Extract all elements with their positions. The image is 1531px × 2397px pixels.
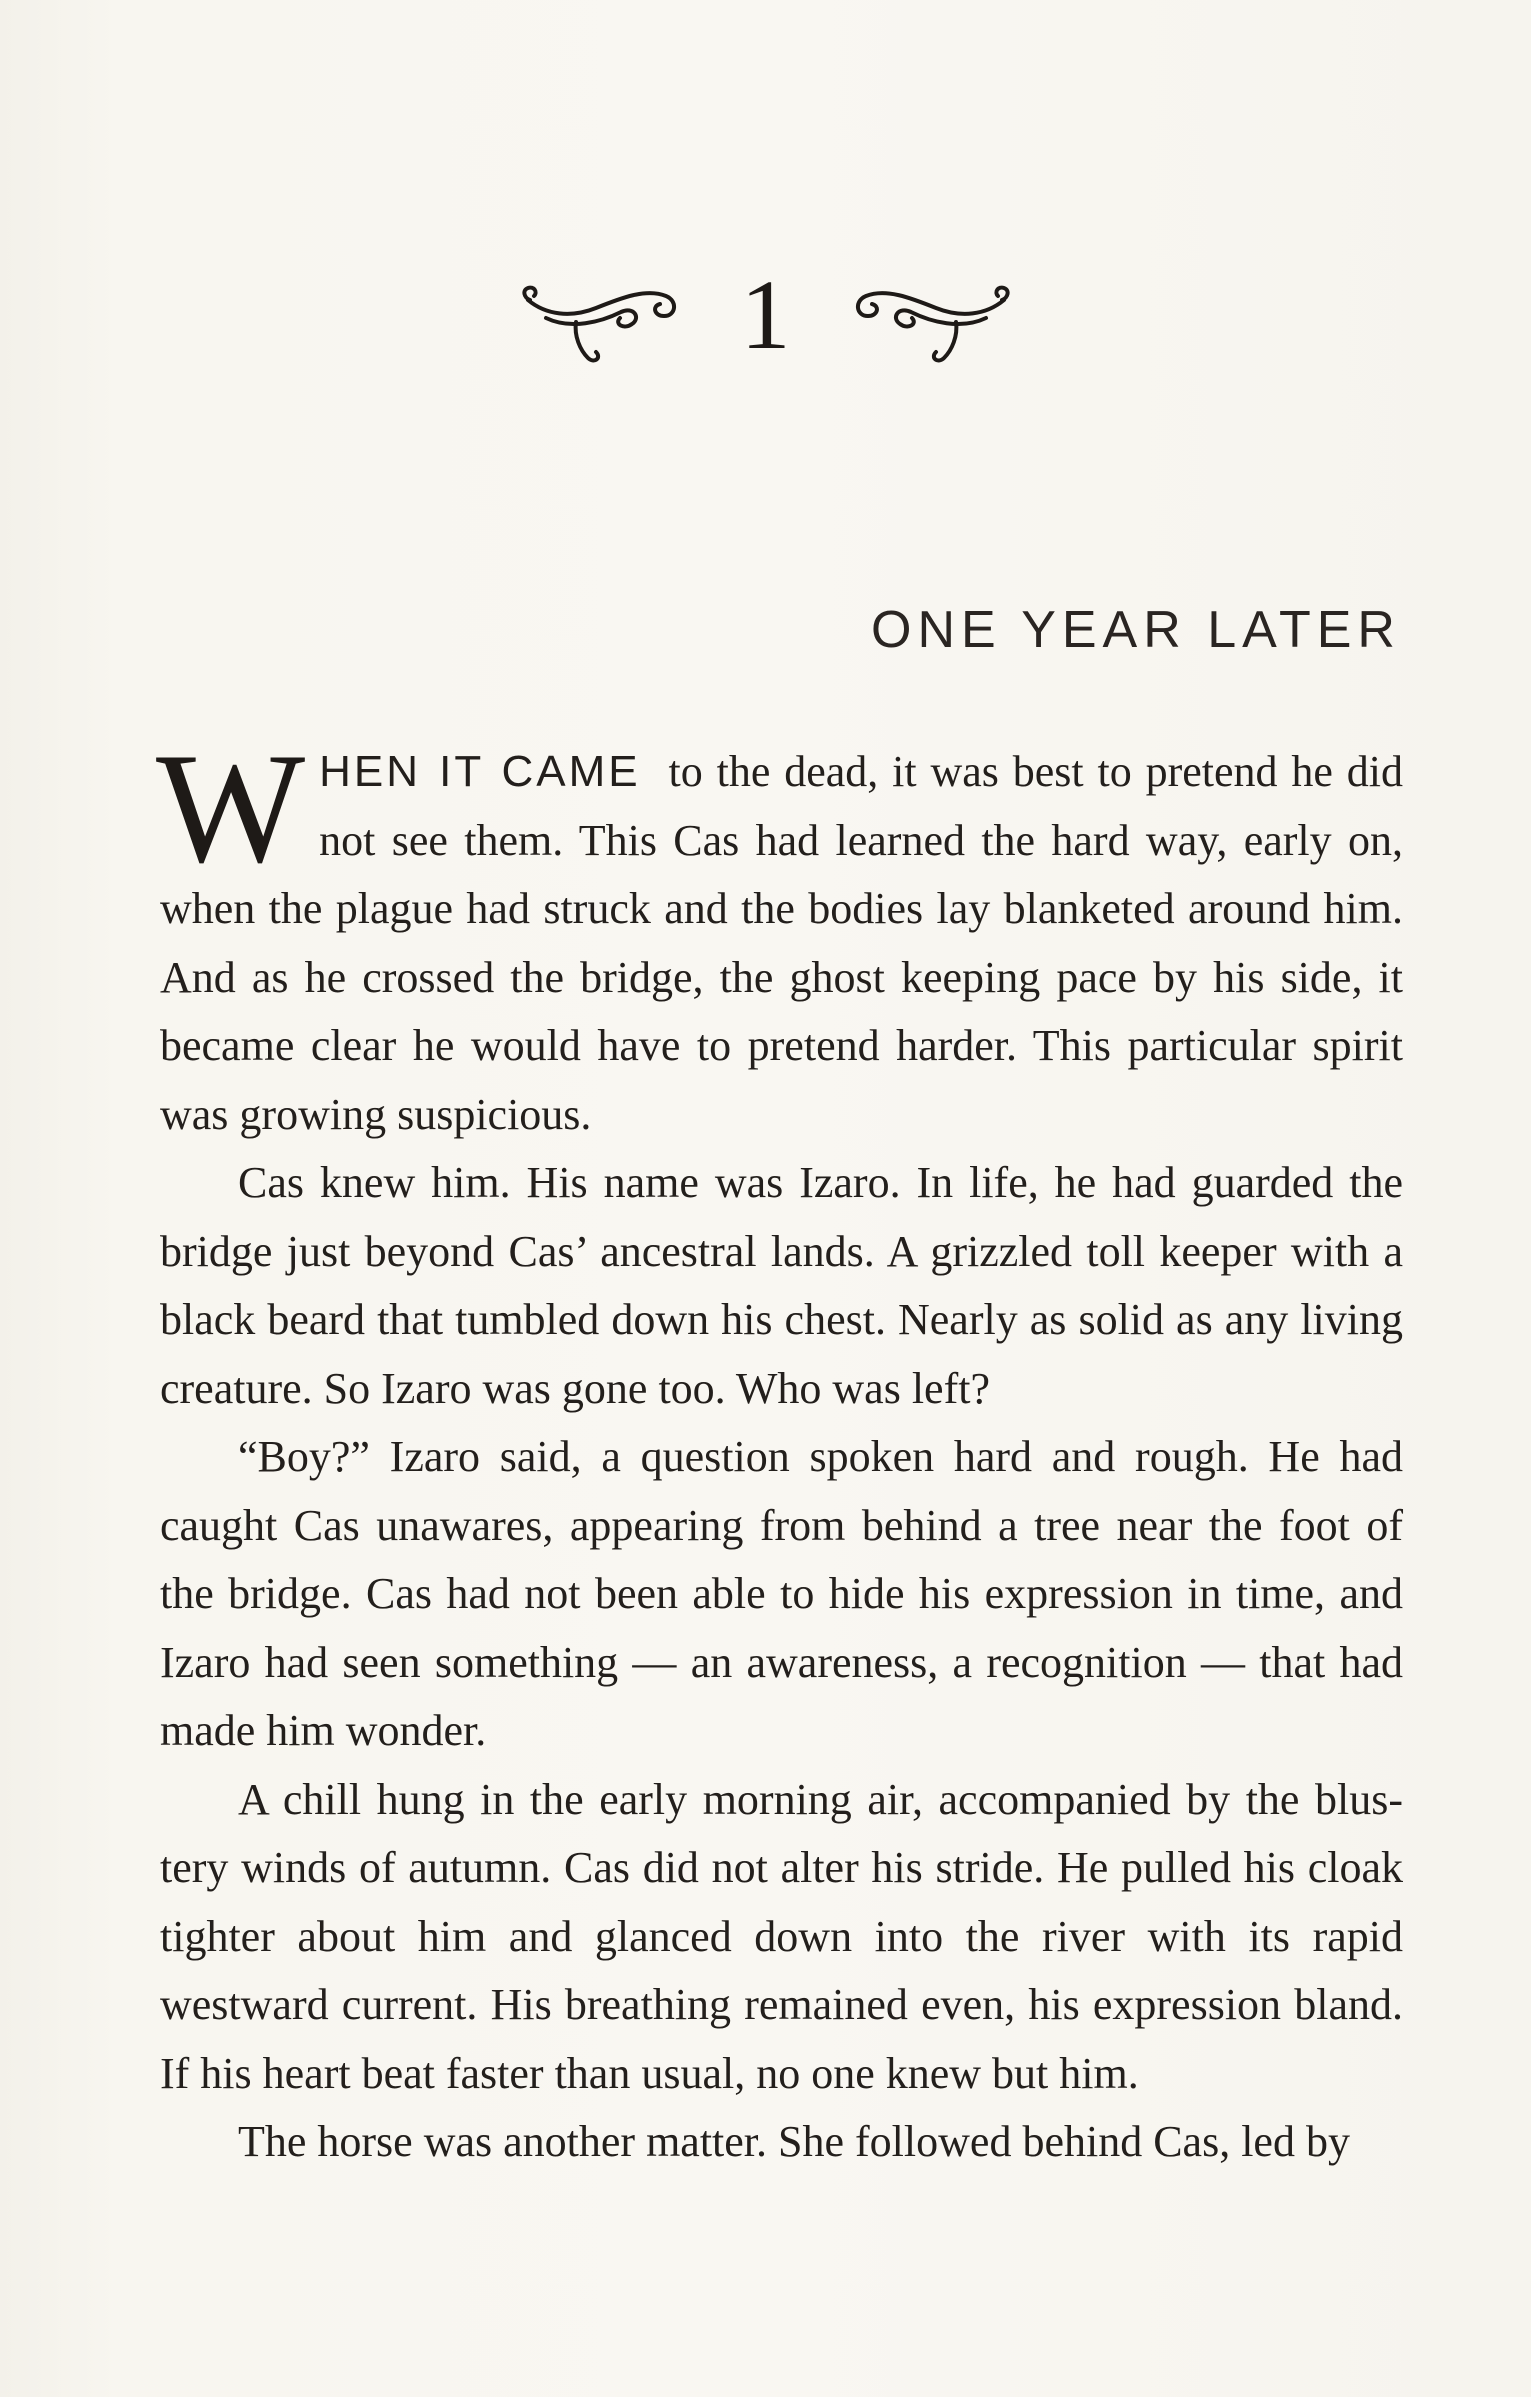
paragraph: A chill hung in the early morning air, accompanied by the blustery winds of autumn. Cas did not alter his stride. He pulled his cloak tighter about him and glanced down into the river with its rapid westward current. His breathing remained even, his expression bland. If his heart beat faster than usual, no one knew but him.: [160, 1774, 1403, 2098]
opening-text: to the dead, it was best to pretend he did not see them. This Cas had learned the hard way, early on, when the plague had struck and the bodies lay blanketed around him. And as he crossed the bridge, the ghost keeping pace by his side, it became clear he would have to pretend harder. This particular spirit was growing suspicious.: [160, 747, 1404, 1139]
scroll-ornament-right-icon: [846, 260, 1016, 370]
chapter-header: [0, 245, 1531, 385]
drop-cap: W: [156, 721, 306, 896]
body-text: [156, 721, 1404, 2177]
opening-small-caps: HEN IT CAME: [319, 747, 641, 796]
chapter-number: 1: [740, 259, 791, 370]
paragraph: The horse was another matter. She followed behind Cas, led by: [238, 2117, 1350, 2166]
scroll-ornament-left-icon: [516, 260, 686, 370]
chapter-subtitle: ONE YEAR LATER: [871, 601, 1401, 659]
opening-paragraph: [156, 721, 1404, 1149]
paragraph: “Boy?” Izaro said, a question spoken hard and rough. He had caught Cas unawares, appearing from behind a tree near the foot of the bridge. Cas had not been able to hide his expression in time, and Izaro had seen something — an awareness, a recognition — that had made him wonder.: [160, 1432, 1403, 1755]
paragraph: Cas knew him. His name was Izaro. In life, he had guarded the bridge just beyond Cas’ ancestral lands. A grizzled toll keeper with a black beard that tumbled down his chest. Nearly as solid as any living creature. So Izaro was gone too. Who was left?: [160, 1158, 1403, 1413]
